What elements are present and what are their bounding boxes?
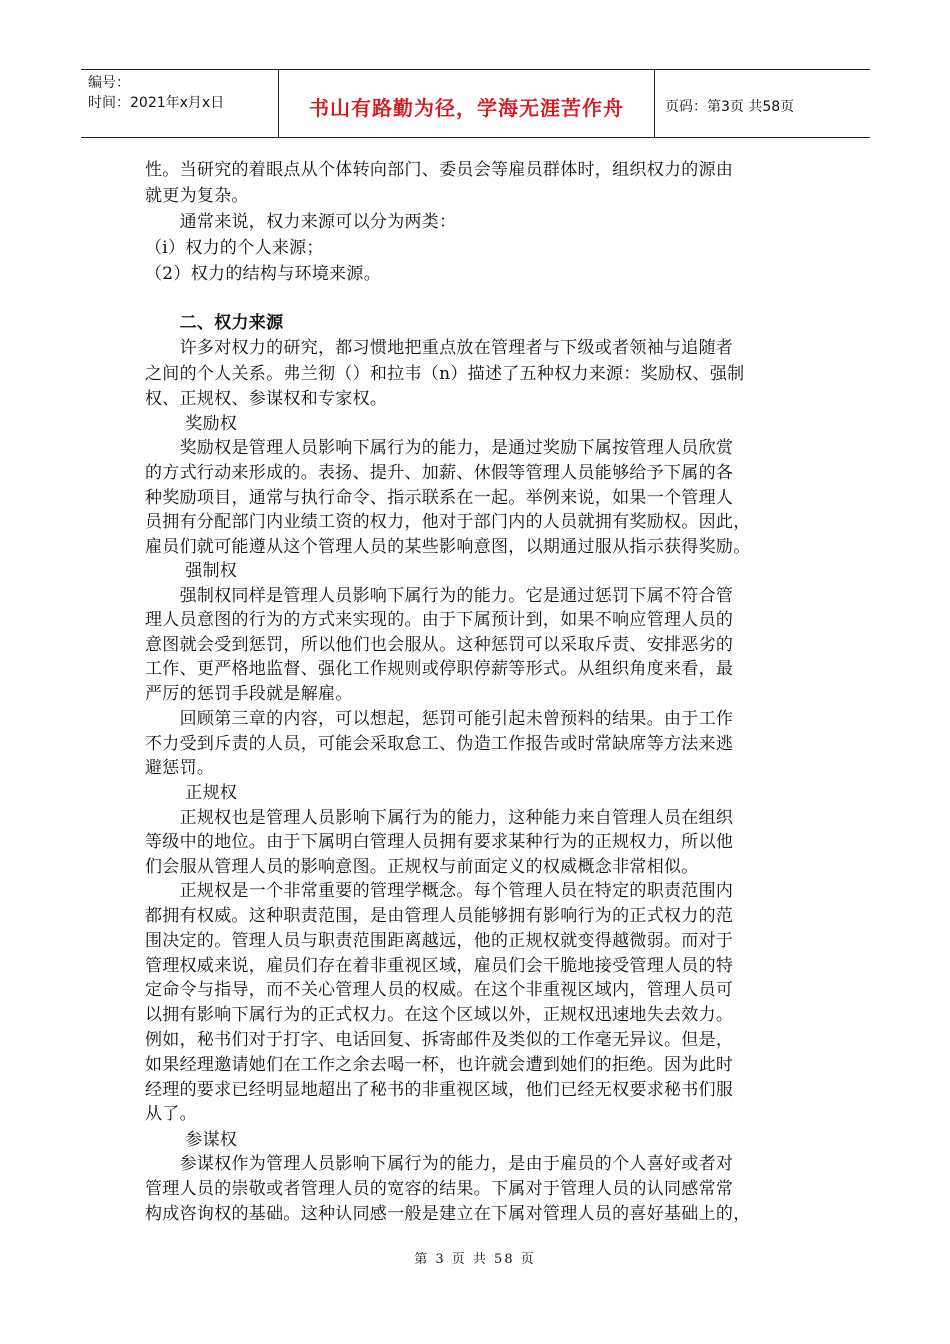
body-line: 理人员意图的行为的方式来实现的。由于下属预计到，如果不响应管理人员的 xyxy=(145,610,734,630)
header-page-info: 页码：第3页 共58页 xyxy=(665,99,795,115)
body-line: 雇员们就可能遵从这个管理人员的某些影响意图，以期通过服从指示获得奖励。 xyxy=(145,537,751,557)
body-line: 许多对权力的研究，都习惯地把重点放在管理者与下级或者领袖与追随者 xyxy=(145,338,734,358)
body-line: 以拥有影响下属行为的正式权力。在这个区域以外，正规权迅速地失去效力。 xyxy=(145,1005,734,1025)
body-line: 如果经理邀请她们在工作之余去喝一杯，也许就会遭到她们的拒绝。因为此时 xyxy=(145,1055,734,1075)
body-line: 定命令与指导，而不关心管理人员的权威。在这个非重视区域内，管理人员可 xyxy=(145,980,734,1000)
page-footer: 第 3 页 共 58 页 xyxy=(414,1252,536,1267)
header-motto-cell xyxy=(279,70,655,137)
body-line: 奖励权是管理人员影响下属行为的能力，是通过奖励下属按管理人员欣赏 xyxy=(145,438,734,458)
body-line: 例如，秘书们对于打字、电话回复、拆寄邮件及类似的工作毫无异议。但是， xyxy=(145,1030,734,1050)
document-number-label: 编号： xyxy=(88,75,130,91)
subheading-reward: 奖励权 xyxy=(145,414,238,434)
body-line: （i）权力的个人来源； xyxy=(145,238,324,258)
body-line: 围决定的。管理人员与职责范围距离越远，他的正规权就变得越微弱。而对于 xyxy=(145,931,734,951)
body-line: 参谋权作为管理人员影响下属行为的能力，是由于雇员的个人喜好或者对 xyxy=(145,1154,734,1174)
body-line: 从了。 xyxy=(145,1104,197,1124)
body-line: 正规权也是管理人员影响下属行为的能力，这种能力来自管理人员在组织 xyxy=(145,808,734,828)
body-line: 都拥有权威。这种职责范围，是由管理人员能够拥有影响行为的正式权力的范 xyxy=(145,906,734,926)
subheading-legitimate: 正规权 xyxy=(145,783,238,803)
body-line: 管理权威来说，雇员们存在着非重视区域，雇员们会干脆地接受管理人员的特 xyxy=(145,956,734,976)
page-header xyxy=(81,69,870,138)
body-line: 构成咨询权的基础。这种认同感一般是建立在下属对管理人员的喜好基础上的， xyxy=(145,1204,751,1224)
body-line: 们会服从管理人员的影响意图。正规权与前面定义的权威概念非常相似。 xyxy=(145,857,699,877)
body-line: 不力受到斥责的人员，可能会采取怠工、伪造工作报告或时常缺席等方法来逃 xyxy=(145,734,734,754)
body-line: 就更为复杂。 xyxy=(145,186,249,206)
subheading-referent: 参谋权 xyxy=(145,1130,238,1150)
body-line: 正规权是一个非常重要的管理学概念。每个管理人员在特定的职责范围内 xyxy=(145,881,734,901)
subheading-coercive: 强制权 xyxy=(145,561,238,581)
body-line: 工作、更严格地监督、强化工作规则或停职停薪等形式。从组织角度来看，最 xyxy=(145,659,734,679)
header-motto: 书山有路勤为径，学海无涯苦作舟 xyxy=(309,96,624,120)
body-line: 权、正规权、参谋权和专家权。 xyxy=(145,389,388,409)
body-line: 之间的个人关系。弗兰彻（）和拉韦（n）描述了五种权力来源：奖励权、强制 xyxy=(145,364,745,384)
header-meta-cell xyxy=(81,70,279,137)
body-line: 经理的要求已经明显地超出了秘书的非重视区域，他们已经无权要求秘书们服 xyxy=(145,1080,734,1100)
body-line: 种奖励项目，通常与执行命令、指示联系在一起。举例来说，如果一个管理人 xyxy=(145,488,734,508)
header-page-cell xyxy=(655,70,870,137)
body-line: 员拥有分配部门内业绩工资的权力，他对于部门内的人员就拥有奖励权。因此， xyxy=(145,512,751,532)
body-line: 的方式行动来形成的。表扬、提升、加薪、休假等管理人员能够给予下属的各 xyxy=(145,463,734,483)
body-line: 管理人员的崇敬或者管理人员的宽容的结果。下属对于管理人员的认同感常常 xyxy=(145,1179,734,1199)
body-line: 意图就会受到惩罚，所以他们也会服从。这种惩罚可以采取斥责、安排恶劣的 xyxy=(145,635,734,655)
body-line: 避惩罚。 xyxy=(145,758,215,778)
body-line: 性。当研究的着眼点从个体转向部门、委员会等雇员群体时，组织权力的源由 xyxy=(145,160,734,180)
body-line: 回顾第三章的内容，可以想起，惩罚可能引起未曾预料的结果。由于工作 xyxy=(145,709,734,729)
document-date-label: 时间：2021年x月x日 xyxy=(88,95,225,111)
body-line: 强制权同样是管理人员影响下属行为的能力。它是通过惩罚下属不符合管 xyxy=(145,586,734,606)
body-line: 等级中的地位。由于下属明白管理人员拥有要求某种行为的正规权力，所以他 xyxy=(145,832,734,852)
body-line: 严厉的惩罚手段就是解雇。 xyxy=(145,684,353,704)
body-line: 通常来说，权力来源可以分为两类： xyxy=(145,212,457,232)
section-heading: 二、权力来源 xyxy=(145,313,284,333)
body-line: （2）权力的结构与环境来源。 xyxy=(145,264,382,284)
